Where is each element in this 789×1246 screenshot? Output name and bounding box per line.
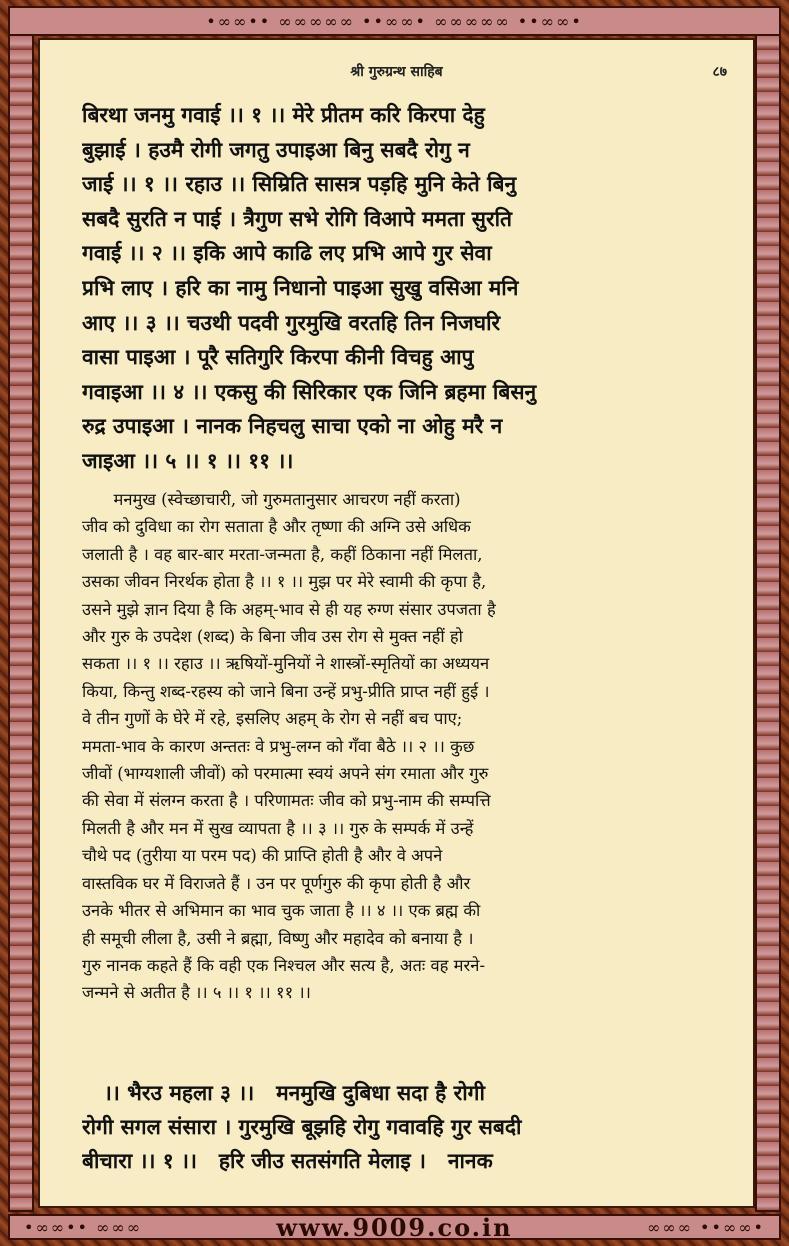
commentary-line: उसने मुझे ज्ञान दिया है कि अहम्-भाव से ही यह रुग्ण संसार उपजता है [82, 599, 496, 619]
top-ornament-border [8, 6, 781, 36]
commentary-line: सकता ।। १ ।। रहाउ ।। ऋषियों-मुनियों ने शास्त्रों-स्मृतियों का अध्ययन [82, 654, 490, 674]
commentary-line: ही समूची लीला है, उसी ने ब्रह्मा, विष्णु और महादेव को बनाया है । [82, 928, 474, 948]
commentary-line: गुरु नानक कहते हैं कि वही एक निश्चल और सत्य है, अतः वह मरने- [82, 955, 486, 975]
verse-line: बिरथा जनमु गवाई ।। १ ।। मेरे प्रीतम करि किरपा देहु [82, 103, 485, 127]
verse-line: सबदै सुरति न पाई । त्रैगुण सभे रोगि विआपे ममता सुरति [82, 206, 513, 231]
verse-line: जाई ।। १ ।। रहाउ ।। सिम्रिति सासत्र पड़हि मुनि केते बिनु [82, 172, 517, 197]
verse-line: आए ।। ३ ।। चउथी पदवी गुरमुखि वरतहि तिन निजघरि [82, 310, 501, 335]
commentary-line: किया, किन्तु शब्द-रहस्य को जाने बिना उन्हें प्रभु-प्रीति प्राप्त नहीं हुई । [82, 681, 490, 701]
commentary-line: उनके भीतर से अभिमान का भाव चुक जाता है ।। ४ ।। एक ब्रह्म की [82, 901, 481, 921]
commentary-line: चौथे पद (तुरीया या परम पद) की प्राप्ति होती है और वे अपने [82, 846, 443, 866]
next-verse-block [82, 1076, 722, 1178]
verse-line: रुद्र उपाइआ । नानक निहचलु साचा एको ना ओहु मरै न [82, 414, 503, 439]
verse-line: प्रभि लाए । हरि का नामु निधानो पाइआ सुखु वसिआ मनि [82, 275, 519, 300]
commentary-line: जन्मने से अतीत है ।। ५ ।। १ ।। ११ ।। [82, 983, 311, 1003]
verse-line: ।। भैरउ महला ३ ।। मनमुखि दुबिधा सदा है रोगी [82, 1081, 485, 1105]
commentary-line: मिलती है और मन में सुख व्यापता है ।। ३ ।। गुरु के सम्पर्क में उन्हें [82, 818, 474, 838]
commentary-line: और गुरु के उपदेश (शब्द) के बिना जीव उस रोग से मुक्त नहीं हो [82, 627, 463, 647]
page-header [40, 62, 753, 86]
commentary-line: वास्तविक घर में विराजते हैं । उन पर पूर्णगुरु की कृपा होती है और [82, 873, 471, 893]
commentary-line: ममता-भाव के कारण अन्ततः वे प्रभु-लग्न को गँवा बैठे ।। २ ।। कुछ [82, 736, 475, 756]
bottom-ornament-right: ∞∞∞ ••∞∞• [646, 1217, 765, 1237]
page-title: श्री गुरुग्रन्थ साहिब [350, 64, 443, 80]
verse-line: रोगी सगल संसारा । गुरमुखि बूझहि रोगु गवावहि गुर सबदी [82, 1115, 522, 1139]
top-ornament: •∞∞•• ∞∞∞∞∞ ••∞∞• ∞∞∞∞∞ ••∞∞• [206, 11, 583, 31]
commentary-line: उसका जीवन निरर्थक होता है ।। १ ।। मुझ पर मेरे स्वामी की कृपा है, [82, 572, 487, 592]
verse-line: जाइआ ।। ५ ।। १ ।। ११ ।। [82, 448, 294, 473]
bottom-ornament-border [8, 1214, 781, 1240]
verse-line: बीचारा ।। १ ।। हरि जीउ सतसंगति मेलाइ । नानक [82, 1149, 493, 1173]
left-ornament-border [8, 34, 34, 1212]
commentary-line: की सेवा में संलग्न करता है । परिणामतः जीव को प्रभु-नाम की सम्पत्ति [82, 791, 491, 811]
scripture-page [38, 38, 755, 1208]
verse-line: गवाई ।। २ ।। इकि आपे काढि लए प्रभि आपे गुर सेवा [82, 241, 492, 266]
commentary-line: जीव को दुविधा का रोग सताता है और तृष्णा की अग्नि उसे अधिक [82, 517, 471, 537]
right-ornament-border [755, 34, 781, 1212]
website-link[interactable]: www.9009.co.in [276, 1212, 513, 1242]
hindi-commentary-block [82, 486, 722, 1007]
verse-line: बुझाई । हउमै रोगी जगतु उपाइआ बिनु सबदै रोगु न [82, 137, 470, 162]
bottom-ornament-left: •∞∞•• ∞∞∞ [24, 1217, 143, 1237]
verse-line: गवाइआ ।। ४ ।। एकसु की सिरिकार एक जिनि ब्रहमा बिसनु [82, 379, 537, 404]
verse-line: वासा पाइआ । पूरै सतिगुरि किरपा कीनी विचहु आपु [82, 345, 474, 370]
commentary-line: जलाती है । वह बार-बार मरता-जन्मता है, कहीं ठिकाना नहीं मिलता, [82, 544, 483, 564]
page-number: ८७ [712, 64, 727, 80]
gurbani-verse-block [82, 98, 722, 479]
commentary-line: वे तीन गुणों के घेरे में रहे, इसलिए अहम् के रोग से नहीं बच पाए; [82, 709, 463, 729]
commentary-line: जीवों (भाग्यशाली जीवों) को परमात्मा स्वयं अपने संग रमाता और गुरु [82, 764, 489, 784]
commentary-line: मनमुख (स्वेच्छाचारी, जो गुरुमतानुसार आचरण नहीं करता) [82, 490, 461, 509]
